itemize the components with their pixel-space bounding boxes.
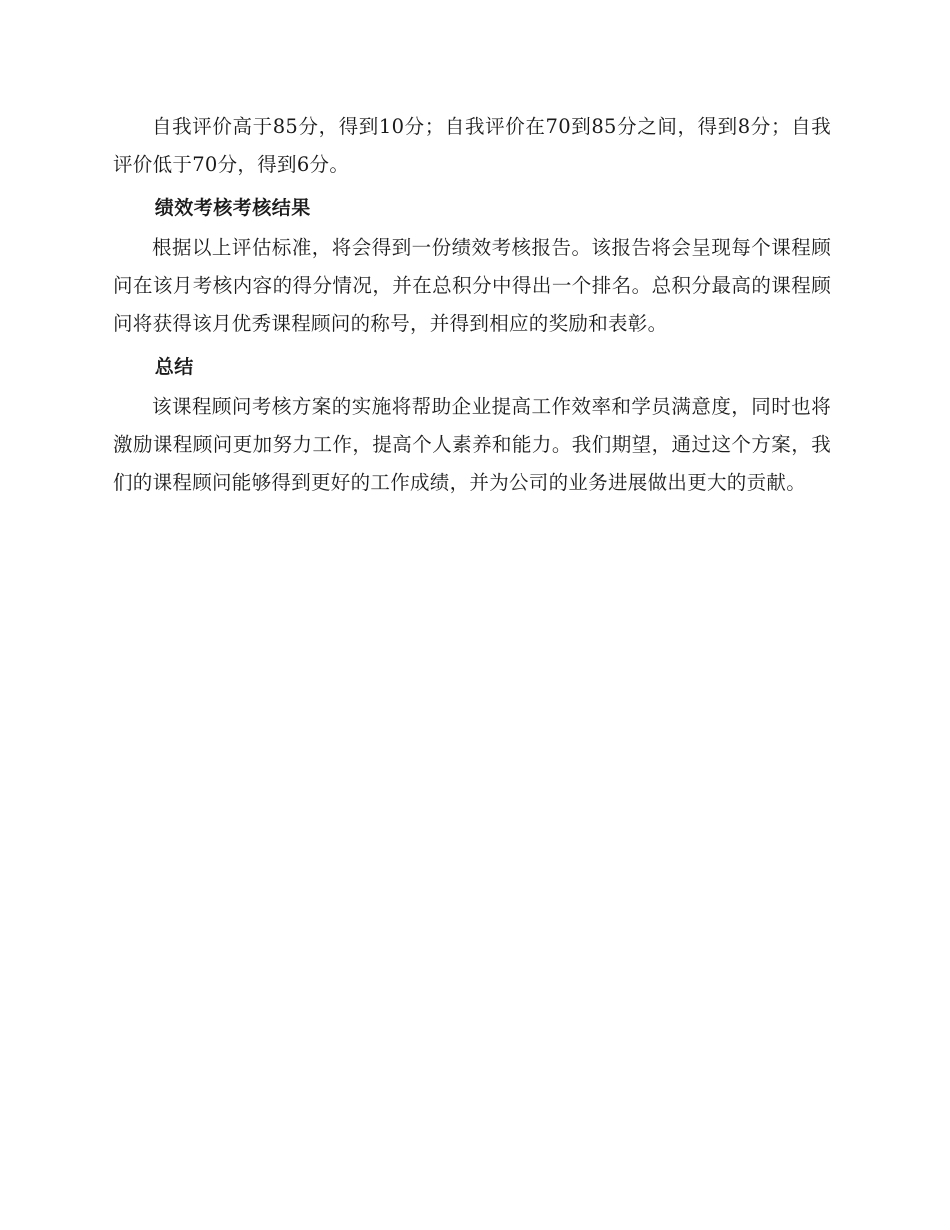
summary-paragraph: 该课程顾问考核方案的实施将帮助企业提高工作效率和学员满意度，同时也将激励课程顾问更加努力工作，提高个人素养和能力。我们期望，通过这个方案，我们的课程顾问能够得到更好的工作成绩，并为公司的业务进展做出更大的贡献。	[113, 395, 831, 494]
document-page	[113, 108, 831, 502]
results-paragraph: 根据以上评估标准，将会得到一份绩效考核报告。该报告将会呈现每个课程顾问在该月考核内容的得分情况，并在总积分中得出一个排名。总积分最高的课程顾问将获得该月优秀课程顾问的称号，并得到相应的奖励和表彰。	[113, 236, 831, 335]
self-evaluation-paragraph: 自我评价高于85分，得到10分；自我评价在70到85分之间，得到8分；自我评价低于70分，得到6分。	[113, 115, 831, 176]
results-heading: 绩效考核考核结果	[154, 197, 311, 219]
summary-heading: 总结	[154, 356, 194, 378]
